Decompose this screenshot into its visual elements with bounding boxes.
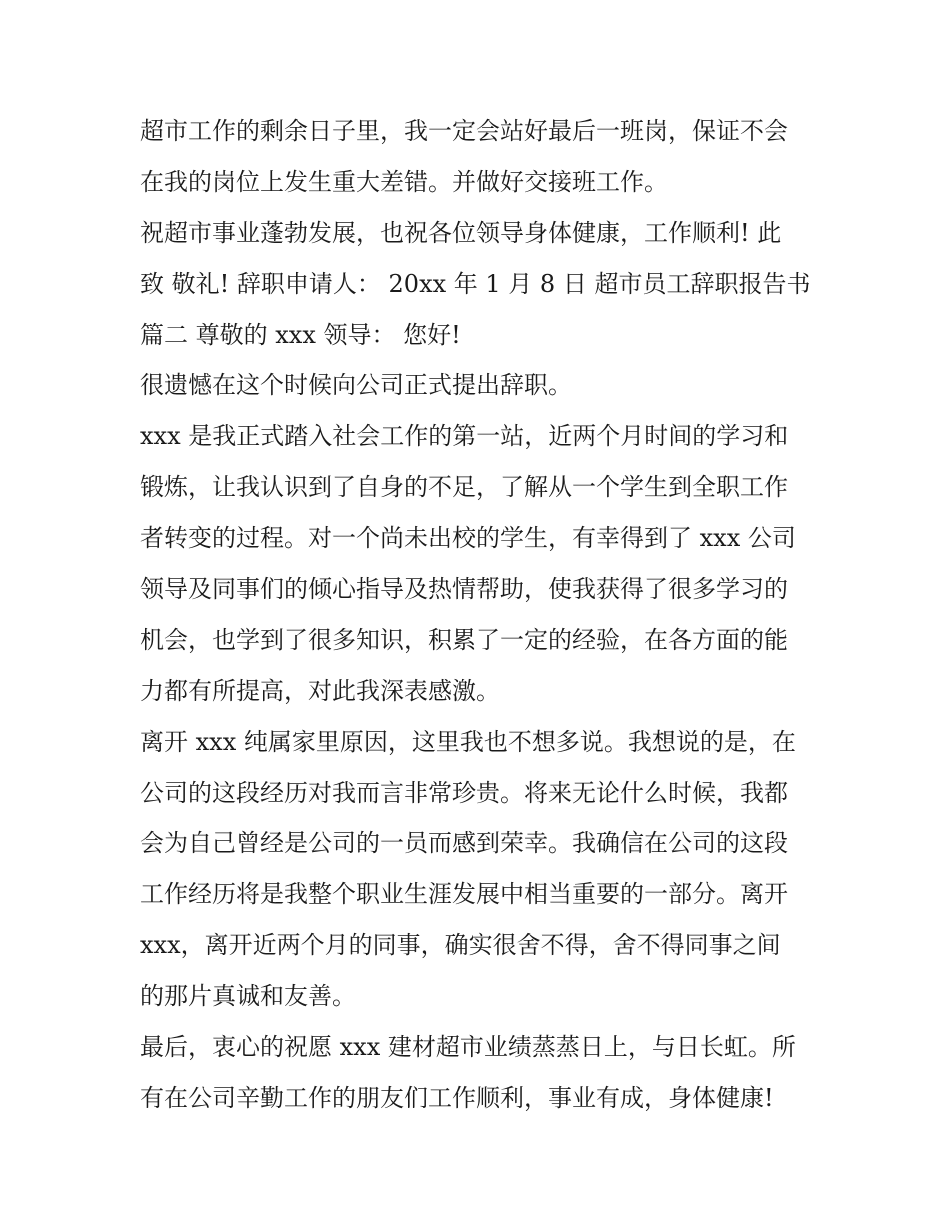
text-line: xxx 是我正式踏入社会工作的第一站，近两个月时间的学习和: [140, 422, 789, 451]
text-line: 最后，衷心的祝愿 xxx 建材超市业绩蒸蒸日上，与日长虹。所: [140, 1033, 796, 1062]
text-line: 的那片真诚和友善。: [140, 982, 356, 1011]
text-line: 工作经历将是我整个职业生涯发展中相当重要的一部分。离开: [140, 880, 788, 909]
text-line: 离开 xxx 纯属家里原因，这里我也不想多说。我想说的是，在: [140, 727, 796, 756]
text-line: 者转变的过程。对一个尚未出校的学生，有幸得到了 xxx 公司: [140, 524, 796, 553]
text-line: 会为自己曾经是公司的一员而感到荣幸。我确信在公司的这段: [140, 829, 788, 858]
text-line: 篇二 尊敬的 xxx 领导： 您好!: [140, 320, 461, 349]
text-line: 有在公司辛勤工作的朋友们工作顺利，事业有成，身体健康!: [140, 1083, 774, 1112]
text-line: 致 敬礼! 辞职申请人： 20xx 年 1 月 8 日 超市员工辞职报告书: [140, 269, 811, 298]
text-line: 祝超市事业蓬勃发展，也祝各位领导身体健康，工作顺利! 此: [140, 218, 782, 247]
text-line: 锻炼，让我认识到了自身的不足，了解从一个学生到全职工作: [140, 473, 788, 502]
text-line: 机会，也学到了很多知识，积累了一定的经验，在各方面的能: [140, 625, 788, 654]
text-line: 在我的岗位上发生重大差错。并做好交接班工作。: [140, 167, 668, 196]
text-line: xxx，离开近两个月的同事，确实很舍不得，舍不得同事之间: [140, 931, 781, 960]
document-body: [140, 106, 820, 1124]
text-line: 领导及同事们的倾心指导及热情帮助，使我获得了很多学习的: [140, 575, 788, 604]
text-line: 超市工作的剩余日子里，我一定会站好最后一班岗，保证不会: [140, 117, 788, 145]
text-line: 力都有所提高，对此我深表感激。: [140, 676, 500, 705]
text-line: 很遗憾在这个时候向公司正式提出辞职。: [140, 371, 572, 400]
text-line: 公司的这段经历对我而言非常珍贵。将来无论什么时候，我都: [140, 778, 788, 807]
